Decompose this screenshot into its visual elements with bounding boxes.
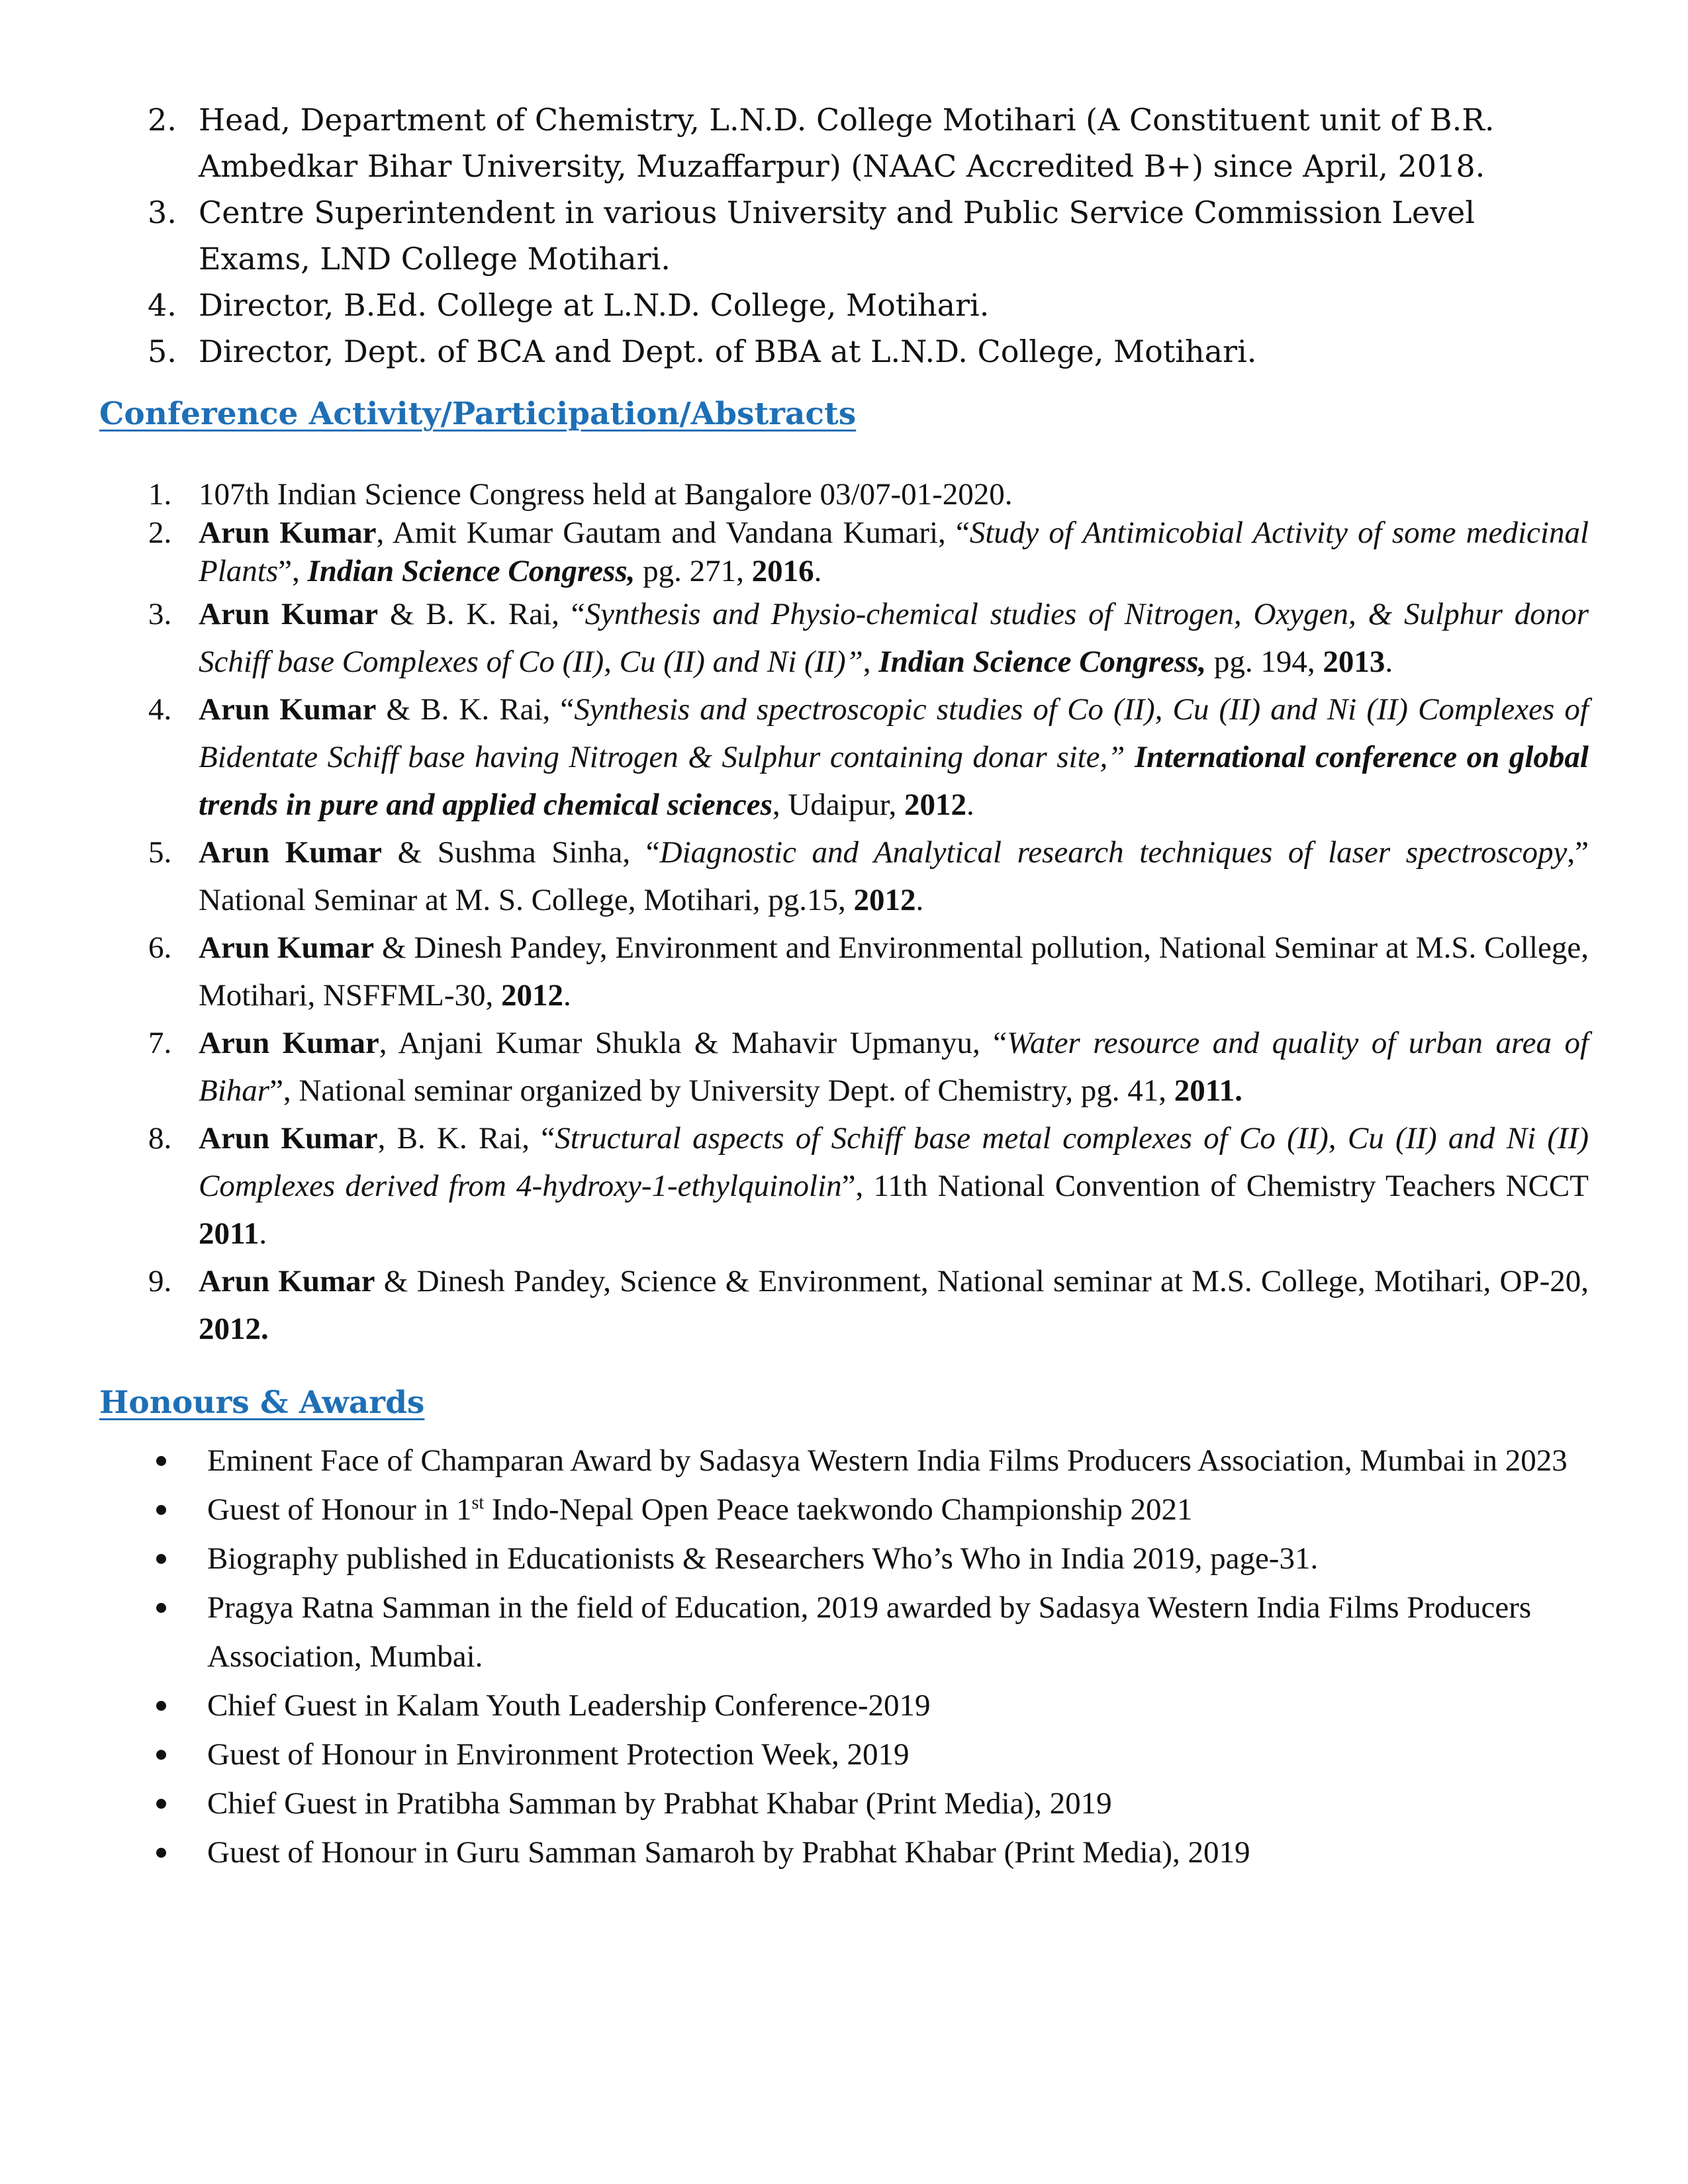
coauthors: , B. K. Rai, “	[377, 1121, 555, 1156]
terminator: .	[259, 1216, 267, 1251]
paper-title: Diagnostic and Analytical research techniques of laser spectroscopy	[659, 835, 1568, 870]
item-number: 5.	[148, 334, 177, 369]
item-number: 4.	[148, 692, 172, 727]
paper-title: Synthesis and spectroscopic studies of Co (II), Cu (II) and Ni (II) Complexes of Bidentate Schiff base having Nitrogen & Sulphur containing donar site,”	[199, 692, 1589, 774]
pages: pg. 194,	[1206, 645, 1323, 679]
honours-list	[99, 1436, 1589, 1877]
item-text: Centre Superintendent in various University and Public Service Commission Level Exams, LND College Motihari.	[199, 195, 1475, 277]
list-item	[99, 189, 1589, 282]
bullet-icon	[156, 1848, 166, 1858]
item-number: 6.	[148, 931, 172, 965]
bullet-icon	[156, 1603, 166, 1613]
location: , Udaipur,	[772, 788, 905, 822]
list-item	[99, 97, 1589, 189]
year: 2012	[853, 883, 916, 917]
bullet-icon	[156, 1799, 166, 1809]
list-item	[99, 1436, 1589, 1485]
item-text: Chief Guest in Pratibha Samman by Prabhat Khabar (Print Media), 2019	[207, 1786, 1112, 1821]
author-name: Arun Kumar	[199, 835, 382, 870]
coauthors: , Amit Kumar Gautam and Vandana Kumari, “	[376, 516, 970, 550]
terminator: .	[966, 788, 974, 822]
terminator: .	[814, 554, 822, 588]
pages: pg. 271,	[635, 554, 752, 588]
item-number: 7.	[148, 1026, 172, 1060]
bullet-icon	[156, 1750, 166, 1760]
item-text: Biography published in Educationists & Researchers Who’s Who in India 2019, page-31.	[207, 1541, 1319, 1576]
list-item	[99, 686, 1589, 829]
paper-title: Study of Antimicobial Activity of some medicinal Plants	[199, 516, 1589, 588]
item-text: Director, Dept. of BCA and Dept. of BBA at L.N.D. College, Motihari.	[199, 334, 1257, 369]
list-item	[99, 1730, 1589, 1779]
author-name: Arun Kumar	[199, 597, 379, 631]
coauthors: & Sushma Sinha, “	[381, 835, 660, 870]
ordinal-suffix: st	[471, 1492, 485, 1514]
list-item	[99, 282, 1589, 328]
item-text: 107th Indian Science Congress held at Bangalore 03/07-01-2020.	[199, 477, 1013, 512]
item-text: Chief Guest in Kalam Youth Leadership Conference-2019	[207, 1688, 931, 1723]
venue: ”, 11th National Convention of Chemistry Teachers NCCT	[841, 1169, 1589, 1203]
list-item	[99, 1019, 1589, 1115]
separator: ”,	[278, 554, 308, 588]
bullet-icon	[156, 1456, 166, 1466]
roles-list	[99, 97, 1589, 375]
list-item	[99, 475, 1589, 514]
venue: ”, National seminar organized by University Dept. of Chemistry, pg. 41,	[269, 1073, 1174, 1108]
bullet-icon	[156, 1701, 166, 1711]
list-item	[99, 328, 1589, 375]
year: 2016	[751, 554, 814, 588]
item-number: 2.	[148, 102, 177, 138]
item-text: & Dinesh Pandey, Science & Environment, National seminar at M.S. College, Motihari, OP-20,	[375, 1264, 1589, 1298]
paper-title: Structural aspects of Schiff base metal complexes of Co (II), Cu (II) and Ni (II) Complexes derived from 4-hydroxy-1-ethylquinolin	[199, 1121, 1589, 1203]
coauthors: , Anjani Kumar Shukla & Mahavir Upmanyu, “	[379, 1026, 1008, 1060]
item-text: Head, Department of Chemistry, L.N.D. College Motihari (A Constituent unit of B.R. Ambedkar Bihar University, Muzaffarpur) (NAAC Accredited B+) since April, 2018.	[199, 102, 1495, 184]
item-text: Eminent Face of Champaran Award by Sadasya Western India Films Producers Association, Mumbai in 2023	[207, 1443, 1568, 1478]
bullet-icon	[156, 1554, 166, 1564]
author-name: Arun Kumar	[199, 1264, 375, 1298]
item-number: 2.	[148, 516, 172, 550]
item-number: 5.	[148, 835, 172, 870]
item-text: Guest of Honour in 1	[207, 1492, 472, 1527]
year: 2011	[199, 1216, 259, 1251]
item-text: & Dinesh Pandey, Environment and Environmental pollution, National Seminar at M.S. College, Motihari, NSFFML-30,	[199, 931, 1589, 1013]
list-item	[99, 590, 1589, 686]
terminator: .	[915, 883, 924, 917]
list-item	[99, 1534, 1589, 1583]
list-item	[99, 1115, 1589, 1257]
venue: International conference on global trends in pure and applied chemical sciences	[199, 740, 1589, 822]
paper-title: Water resource and quality of urban area of Bihar	[199, 1026, 1589, 1108]
author-name: Arun Kumar	[199, 1121, 378, 1156]
year: 2013	[1323, 645, 1385, 679]
item-text: Guest of Honour in Environment Protection Week, 2019	[207, 1737, 910, 1772]
item-text: Director, B.Ed. College at L.N.D. College, Motihari.	[199, 287, 990, 323]
item-text: Pragya Ratna Samman in the field of Education, 2019 awarded by Sadasya Western India Films Producers Association, Mumbai.	[207, 1590, 1532, 1674]
coauthors: & B. K. Rai, “	[378, 597, 585, 631]
venue: Indian Science Congress,	[307, 554, 635, 588]
terminator: .	[563, 978, 571, 1013]
paper-title: Synthesis and Physio-chemical studies of Nitrogen, Oxygen, & Sulphur donor Schiff base Complexes of Co (II), Cu (II) and Ni (II)”	[199, 597, 1589, 679]
item-text-continued: Indo-Nepal Open Peace taekwondo Championship 2021	[484, 1492, 1193, 1527]
year: 2012.	[199, 1312, 269, 1346]
item-number: 4.	[148, 287, 177, 323]
item-number: 1.	[148, 477, 172, 512]
item-number: 3.	[148, 195, 177, 230]
year: 2012	[904, 788, 967, 822]
year: 2012	[501, 978, 563, 1013]
list-item	[99, 514, 1589, 590]
author-name: Arun Kumar	[199, 516, 377, 550]
item-number: 8.	[148, 1121, 172, 1156]
author-name: Arun Kumar	[199, 1026, 379, 1060]
list-item	[99, 1257, 1589, 1353]
year: 2011.	[1174, 1073, 1243, 1108]
author-name: Arun Kumar	[199, 931, 375, 965]
list-item	[99, 924, 1589, 1019]
list-item	[99, 1828, 1589, 1877]
list-item	[99, 829, 1589, 924]
item-number: 9.	[148, 1264, 172, 1298]
author-name: Arun Kumar	[199, 692, 377, 727]
coauthors: & B. K. Rai, “	[376, 692, 575, 727]
honours-heading: Honours & Awards	[99, 1385, 425, 1421]
list-item	[99, 1485, 1589, 1534]
item-number: 3.	[148, 597, 172, 631]
list-item	[99, 1583, 1589, 1681]
list-item	[99, 1681, 1589, 1730]
list-item	[99, 1779, 1589, 1828]
conference-heading: Conference Activity/Participation/Abstracts	[99, 396, 857, 432]
item-text: Guest of Honour in Guru Samman Samaroh by Prabhat Khabar (Print Media), 2019	[207, 1835, 1250, 1870]
venue: Indian Science Congress,	[878, 645, 1207, 679]
conference-list	[99, 475, 1589, 1353]
separator: ,	[863, 645, 879, 679]
bullet-icon	[156, 1505, 166, 1515]
venue: ,” National Seminar at M. S. College, Motihari, pg.15,	[199, 835, 1589, 917]
terminator: .	[1385, 645, 1393, 679]
